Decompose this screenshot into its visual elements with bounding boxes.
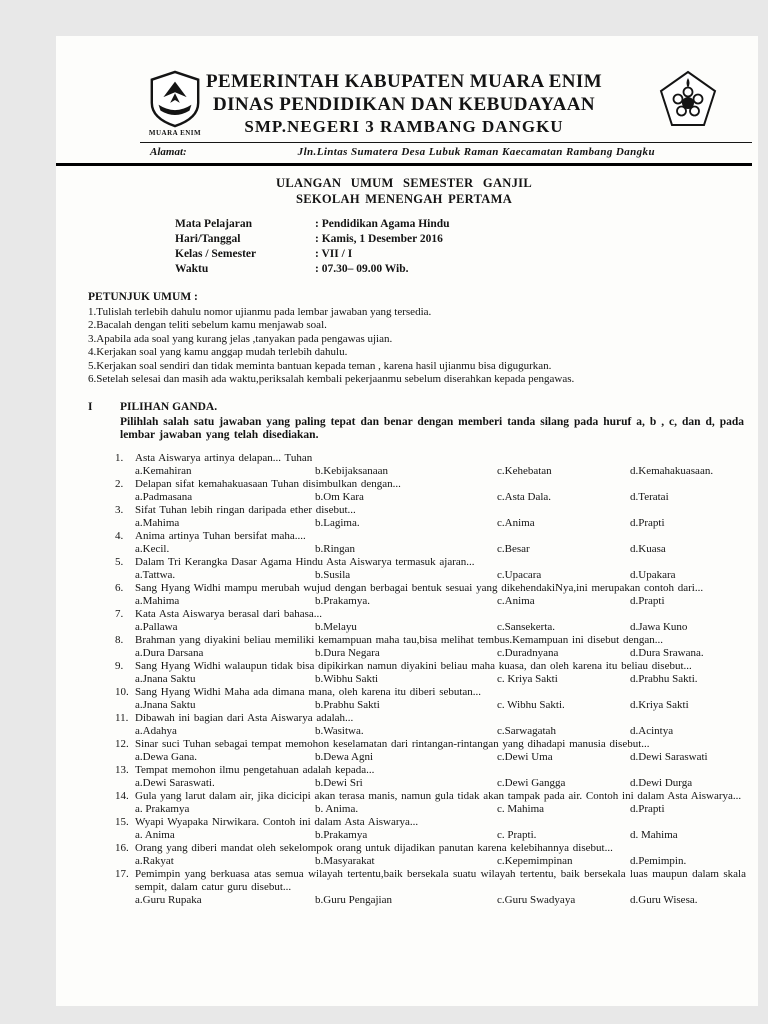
question-options [115,894,746,907]
option-a: a. Anima [135,828,175,841]
question-options [115,673,746,686]
info-row-time [175,262,752,277]
question-options [115,803,746,816]
option-a: a.Guru Rupaka [135,893,202,906]
question-options [115,595,746,608]
question-options [115,491,746,504]
option-d: d. Mahima [630,828,678,841]
option-b: b.Prabhu Sakti [315,698,380,711]
option-a: a.Dewa Gana. [135,750,197,763]
question-number: 11. [115,711,129,724]
option-c: c.Kehebatan [497,464,552,477]
option-d: d.Upakara [630,568,676,581]
question-item [115,556,746,582]
instructions-list [88,306,744,387]
option-a: a.Rakyat [135,854,174,867]
option-b: b.Kebijaksanaan [315,464,388,477]
option-b: b.Prakamya [315,828,368,841]
question-options [115,621,746,634]
tut-wuri-handayani-logo [658,70,718,130]
exam-info-block [175,217,752,277]
question-item [115,790,746,816]
option-b: b.Prakamya. [315,594,370,607]
info-value: : 07.30– 09.00 Wib. [315,263,409,275]
option-d: d.Prapti [630,594,665,607]
question-text: Sang Hyang Widhi Maha ada dimana mana, oleh karena itu diberi sebutan... [135,685,482,698]
question-options [115,751,746,764]
option-a: a.Mahima [135,516,180,529]
question-item [115,530,746,556]
option-b: b.Melayu [315,620,357,633]
question-text: Gula yang larut dalam air, jika dicicipi akan terasa manis, namun gula tidak akan tampak pada air. Contoh ini dalam Asta Aiswarya... [135,789,742,802]
section-instruction: Pilihlah salah satu jawaban yang paling tepat dan benar dengan memberi tanda silang pada huruf a, b , c, dan d, pada lembar jawaban yang telah disediakan. [120,415,744,441]
question-number: 13. [115,763,129,776]
option-d: d.Guru Wisesa. [630,893,698,906]
info-value: : VII / I [315,248,353,260]
question-text: Sang Hyang Widhi walaupun tidak bisa dipikirkan namun diyakini beliau maha kuasa, dan oleh karena itu beliau disebut... [135,659,692,672]
exam-title [56,175,752,207]
questions-list [56,452,752,907]
header-divider-thick [56,163,752,166]
option-d: d.Pemimpin. [630,854,687,867]
option-d: d.Teratai [630,490,669,503]
question-item [115,712,746,738]
option-c: c. Prapti. [497,828,537,841]
option-d: d.Jawa Kuno [630,620,688,633]
option-c: c.Sansekerta. [497,620,556,633]
info-label: Hari/Tanggal [175,233,241,245]
header-divider-thin [140,142,752,143]
option-a: a.Dewi Saraswati. [135,776,215,789]
question-item [115,608,746,634]
info-row-subject [175,217,752,232]
option-a: a.Dura Darsana [135,646,204,659]
question-number: 17. [115,867,129,880]
question-number: 7. [115,607,124,620]
option-b: b.Susila [315,568,351,581]
section-number: I [88,400,93,413]
section-multiple-choice [56,400,752,443]
muara-enim-logo [142,70,208,137]
letterhead [56,70,752,166]
muara-enim-caption: MUARA ENIM [148,129,202,137]
question-options [115,777,746,790]
question-text: Anima artinya Tuhan bersifat maha.... [135,529,306,542]
info-row-class [175,247,752,262]
question-number: 6. [115,581,124,594]
question-text: Orang yang diberi mandat oleh sekelompok orang untuk dijadikan panutan karena kelebihannya disebut... [135,841,613,854]
option-b: b.Lagima. [315,516,360,529]
option-b: b.Wasitwa. [315,724,364,737]
school-name: SMP.NEGERI 3 RAMBANG DANGKU [244,117,564,136]
info-label: Mata Pelajaran [175,218,252,230]
option-a: a.Mahima [135,594,180,607]
option-b: b.Wibhu Sakti [315,672,379,685]
question-options [115,465,746,478]
question-number: 5. [115,555,124,568]
question-text: Brahman yang diyakini beliau memiliki kemampuan maha tau,bisa melihat tembus.Kemampuan ini disebut dengan... [135,633,663,646]
option-d: d.Prapti [630,516,665,529]
option-c: c.Anima [497,516,535,529]
option-b: b.Om Kara [315,490,364,503]
option-c: c. Kriya Sakti [497,672,558,685]
question-text: Delapan sifat kemahakuasaan Tuhan disimbulkan dengan... [135,477,401,490]
exam-document-page [56,36,758,1006]
government-name: PEMERINTAH KABUPATEN MUARA ENIM [205,71,603,92]
address-label: Alamat: [150,146,187,158]
question-number: 3. [115,503,124,516]
question-item [115,452,746,478]
option-a: a.Jnana Saktu [135,698,196,711]
question-number: 16. [115,841,129,854]
question-number: 14. [115,789,129,802]
option-c: c.Kepemimpinan [497,854,573,867]
option-d: d.Kriya Sakti [630,698,689,711]
option-d: d.Kuasa [630,542,666,555]
option-b: b.Masyarakat [315,854,375,867]
question-item [115,582,746,608]
question-options [115,725,746,738]
option-a: a.Adahya [135,724,177,737]
option-a: a.Pallawa [135,620,178,633]
option-b: b.Guru Pengajian [315,893,392,906]
question-text: Dibawah ini bagian dari Asta Aiswarya adalah... [135,711,354,724]
option-c: c.Dewi Uma [497,750,553,763]
option-d: d.Prapti [630,802,665,815]
instruction-item: 5.Kerjakan soal sendiri dan tidak meminta bantuan kepada teman , karena hasil ujianmu bisa digugurkan. [88,359,552,372]
question-options [115,829,746,842]
option-b: b.Dewi Sri [315,776,363,789]
question-number: 1. [115,451,124,464]
question-text: Kata Asta Aiswarya berasal dari bahasa... [135,607,323,620]
instruction-item: 3.Apabila ada soal yang kurang jelas ,tanyakan pada pengawas ujian. [88,332,393,345]
muara-enim-crest-icon [146,70,204,128]
question-options [115,855,746,868]
question-item [115,764,746,790]
question-number: 9. [115,659,124,672]
question-text: Wyapi Wyapaka Nirwikara. Contoh ini dalam Asta Aiswarya... [135,815,419,828]
option-a: a.Kemahiran [135,464,192,477]
question-item [115,868,746,907]
question-item [115,634,746,660]
exam-title-line2: SEKOLAH MENENGAH PERTAMA [295,192,513,206]
instruction-item: 4.Kerjakan soal yang kamu anggap mudah terlebih dahulu. [88,346,348,358]
option-c: c. Mahima [497,802,545,815]
instruction-item: 6.Setelah selesai dan masih ada waktu,periksalah kembali pekerjaanmu sebelum diserahkan kepada pengawas. [88,373,575,385]
option-c: c.Duradnyana [497,646,559,659]
question-text: Sang Hyang Widhi mampu merubah wujud dengan berbagai bentuk sesuai yang dikehendakiNya,ini merupakan contoh dari... [135,581,704,594]
question-text: Asta Aiswarya artinya delapan... Tuhan [135,451,313,464]
question-number: 10. [115,685,129,698]
question-text: Sifat Tuhan lebih ringan daripada ether disebut... [135,503,356,516]
question-number: 4. [115,529,124,542]
option-a: a.Padmasana [135,490,193,503]
question-number: 12. [115,737,129,750]
question-options [115,699,746,712]
info-value: : Pendidikan Agama Hindu [315,218,450,230]
option-c: c.Guru Swadyaya [497,893,576,906]
option-c: c. Wibhu Sakti. [497,698,565,711]
question-item [115,738,746,764]
option-b: b.Ringan [315,542,356,555]
section-title: PILIHAN GANDA. [120,400,218,413]
info-value: : Kamis, 1 Desember 2016 [315,233,443,245]
info-row-date [175,232,752,247]
question-item [115,660,746,686]
option-d: d.Kemahakuasaan. [630,464,714,477]
school-address [56,145,752,160]
option-a: a.Kecil. [135,542,170,555]
question-item [115,686,746,712]
question-text: Tempat memohon ilmu pengetahuan adalah kepada... [135,763,375,776]
question-number: 8. [115,633,124,646]
option-d: d.Prabhu Sakti. [630,672,698,685]
option-c: c.Anima [497,594,535,607]
exam-title-line1: ULANGAN UMUM SEMESTER GANJIL [276,176,532,190]
question-text: Pemimpin yang berkuasa atas semua wilayah tertentu,baik bersekala suatu wilayah tertentu, baik bersekala luas maupun dalam skala sempit, dalam catur guru disebut... [135,867,746,893]
question-item [115,478,746,504]
question-item [115,842,746,868]
general-instructions [56,291,752,387]
option-a: a. Prakamya [135,802,190,815]
question-options [115,517,746,530]
tut-wuri-handayani-icon [658,70,718,130]
option-d: d.Acintya [630,724,674,737]
option-d: d.Dura Srawana. [630,646,704,659]
info-label: Kelas / Semester [175,248,257,260]
option-c: c.Besar [497,542,530,555]
option-c: c.Dewi Gangga [497,776,566,789]
instruction-item: 2.Bacalah dengan teliti sebelum kamu menjawab soal. [88,319,327,331]
question-text: Sinar suci Tuhan sebagai tempat memohon keselamatan dari rintangan-rintangan yang dihadapi manusia disebut... [135,737,650,750]
question-options [115,569,746,582]
question-number: 2. [115,477,124,490]
question-item [115,504,746,530]
option-b: b. Anima. [315,802,359,815]
option-b: b.Dura Negara [315,646,380,659]
info-label: Waktu [175,263,209,275]
department-name: DINAS PENDIDIKAN DAN KEBUDAYAAN [212,94,596,115]
instructions-heading: PETUNJUK UMUM : [88,291,198,303]
option-a: a.Jnana Saktu [135,672,196,685]
option-c: c.Asta Dala. [497,490,552,503]
option-c: c.Sarwagatah [497,724,556,737]
option-d: d.Dewi Durga [630,776,693,789]
option-a: a.Tattwa. [135,568,176,581]
question-text: Dalam Tri Kerangka Dasar Agama Hindu Asta Aiswarya termasuk ajaran... [135,555,475,568]
option-c: c.Upacara [497,568,542,581]
question-options [115,647,746,660]
instruction-item: 1.Tulislah terlebih dahulu nomor ujianmu pada lembar jawaban yang tersedia. [88,305,432,318]
option-b: b.Dewa Agni [315,750,374,763]
address-value: Jln.Lintas Sumatera Desa Lubuk Raman Kaecamatan Rambang Dangku [297,146,655,158]
option-d: d.Dewi Saraswati [630,750,708,763]
question-number: 15. [115,815,129,828]
question-options [115,543,746,556]
question-item [115,816,746,842]
